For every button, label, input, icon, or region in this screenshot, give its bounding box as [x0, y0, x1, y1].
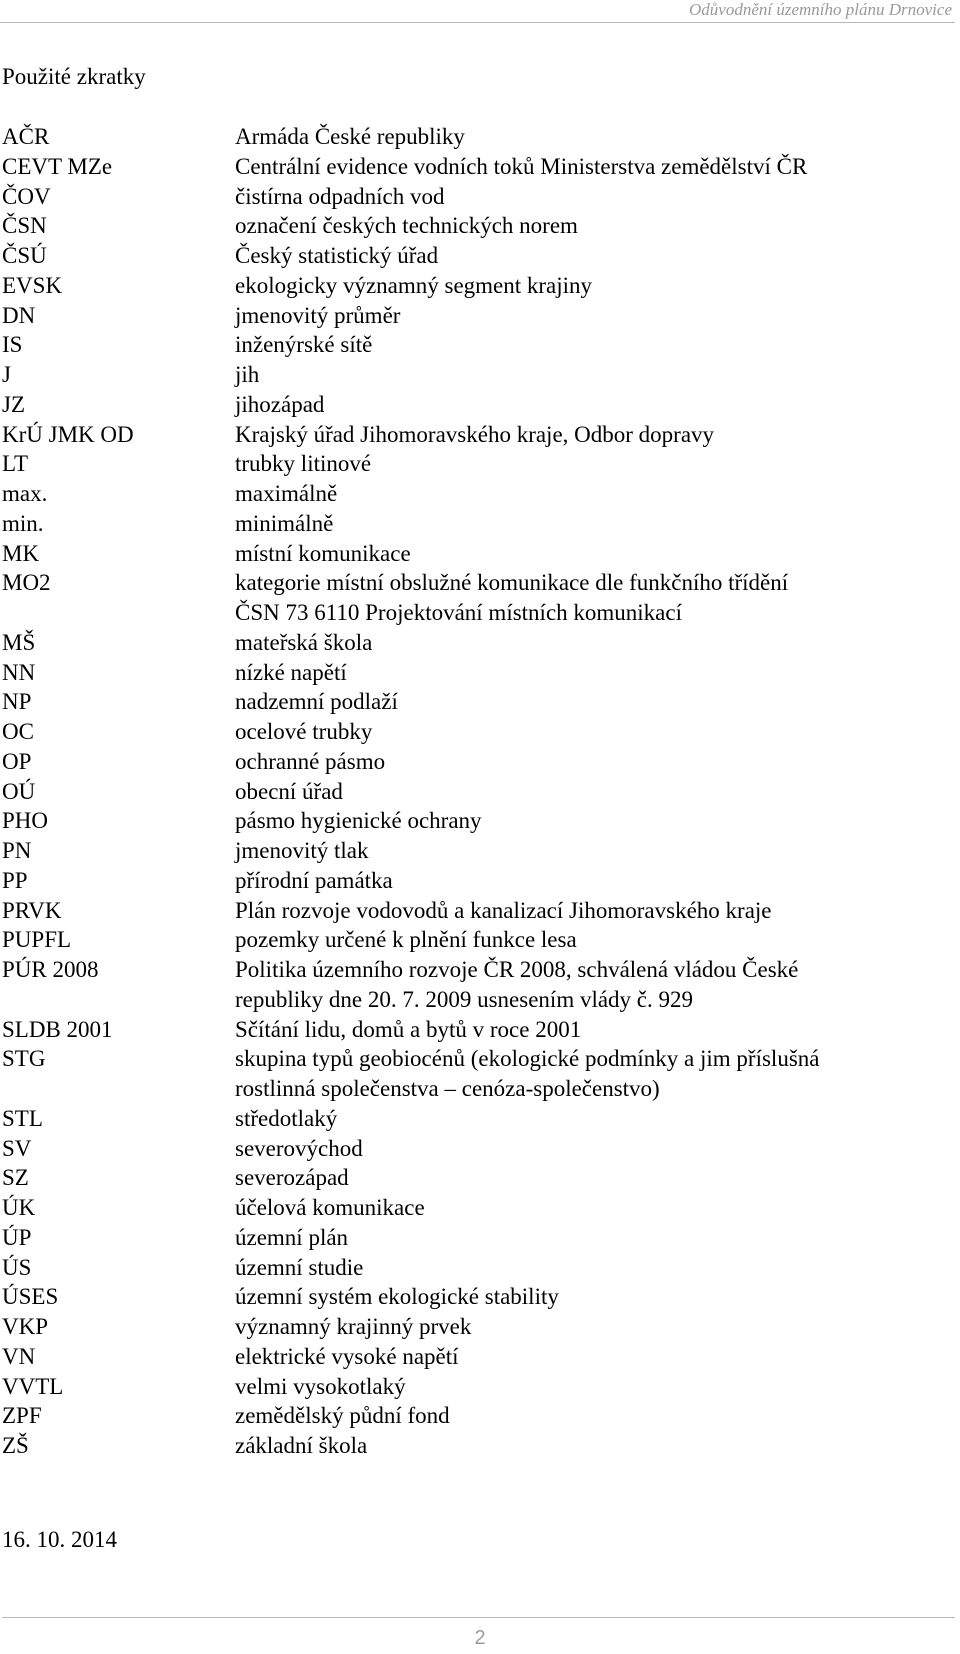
- abbreviation-term: ČSN: [2, 213, 47, 239]
- abbreviation-row: [2, 1312, 932, 1342]
- abbreviation-term: EVSK: [2, 272, 63, 298]
- abbreviation-definition: Krajský úřad Jihomoravského kraje, Odbor dopravy: [235, 421, 715, 447]
- abbreviation-term: min.: [2, 510, 44, 536]
- abbreviation-definition: jih: [235, 362, 260, 387]
- abbreviation-definition: skupina typů geobiocénů (ekologické podmínky a jim příslušná rostlinná společenstva – cenóza-společenstvo): [235, 1046, 820, 1101]
- abbreviation-row: [2, 1401, 932, 1431]
- abbreviation-definition: účelová komunikace: [235, 1195, 425, 1220]
- abbreviation-definition: pozemky určené k plnění funkce lesa: [235, 927, 577, 953]
- running-header: Odůvodnění územního plánu Drnovice: [689, 0, 952, 19]
- abbreviation-row: [2, 1223, 932, 1253]
- abbreviation-definition: elektrické vysoké napětí: [235, 1343, 459, 1369]
- abbreviation-definition: mateřská škola: [235, 629, 373, 655]
- abbreviation-row: [2, 390, 932, 420]
- abbreviation-row: [2, 836, 932, 866]
- abbreviation-row: [2, 211, 932, 241]
- abbreviation-definition: Český statistický úřad: [235, 243, 439, 268]
- abbreviation-term: ZPF: [2, 1403, 42, 1429]
- abbreviation-definition: středotlaký: [235, 1105, 338, 1131]
- abbreviation-term: NN: [2, 659, 36, 685]
- abbreviation-definition: jmenovitý tlak: [235, 838, 369, 863]
- abbreviation-definition: velmi vysokotlaký: [235, 1373, 406, 1399]
- abbreviation-definition: Armáda České republiky: [235, 124, 465, 149]
- abbreviation-term: OP: [2, 748, 32, 774]
- abbreviation-definition: jihozápad: [235, 391, 325, 417]
- abbreviation-term: PRVK: [2, 897, 62, 923]
- abbreviation-row: [2, 122, 932, 152]
- abbreviation-row: [2, 806, 932, 836]
- abbreviation-row: [2, 330, 932, 360]
- abbreviation-definition: základní škola: [235, 1433, 368, 1458]
- abbreviation-term: MK: [2, 540, 40, 566]
- abbreviation-definition: ochranné pásmo: [235, 748, 386, 774]
- abbreviation-term: ZŠ: [2, 1433, 29, 1458]
- abbreviation-definition: přírodní památka: [235, 867, 393, 893]
- abbreviation-term: ÚK: [2, 1195, 36, 1220]
- abbreviation-row: [2, 925, 932, 955]
- abbreviation-definition: maximálně: [235, 481, 338, 506]
- abbreviation-term: PP: [2, 867, 28, 893]
- document-date: 16. 10. 2014: [2, 1527, 117, 1552]
- abbreviation-definition: severozápad: [235, 1165, 349, 1191]
- abbreviation-definition: nízké napětí: [235, 659, 347, 685]
- abbreviation-term: max.: [2, 481, 48, 506]
- abbreviation-definition: ekologicky významný segment krajiny: [235, 272, 593, 298]
- abbreviation-definition: čistírna odpadních vod: [235, 183, 445, 209]
- abbreviation-row: [2, 1342, 932, 1372]
- abbreviation-term: STL: [2, 1105, 43, 1131]
- abbreviation-term: J: [2, 362, 11, 387]
- abbreviation-term: IS: [2, 332, 23, 358]
- abbreviation-term: PHO: [2, 808, 49, 834]
- abbreviation-definition: trubky litinové: [235, 451, 372, 477]
- abbreviation-term: NP: [2, 689, 32, 715]
- abbreviation-row: [2, 866, 932, 896]
- abbreviation-term: ÚS: [2, 1254, 32, 1280]
- abbreviation-list: [2, 122, 932, 1461]
- abbreviation-term: KrÚ JMK OD: [2, 421, 134, 447]
- abbreviation-term: AČR: [2, 124, 50, 149]
- abbreviation-term: JZ: [2, 391, 25, 417]
- abbreviation-definition: pásmo hygienické ochrany: [235, 808, 482, 834]
- header-divider: [0, 22, 955, 23]
- abbreviation-term: PÚR 2008: [2, 957, 99, 982]
- abbreviation-definition: Politika územního rozvoje ČR 2008, schválená vládou České republiky dne 20. 7. 2009 usnesením vlády č. 929: [235, 957, 799, 1012]
- section-title: Použité zkratky: [2, 64, 146, 89]
- abbreviation-row: [2, 241, 932, 271]
- abbreviation-row: [2, 271, 932, 301]
- abbreviation-term: ÚSES: [2, 1284, 59, 1310]
- footer-divider: [2, 1617, 955, 1618]
- abbreviation-row: [2, 1015, 932, 1045]
- abbreviation-definition: územní plán: [235, 1224, 349, 1250]
- abbreviation-definition: významný krajinný prvek: [235, 1314, 472, 1339]
- abbreviation-definition: inženýrské sítě: [235, 332, 373, 358]
- abbreviation-row: [2, 449, 932, 479]
- abbreviation-row: [2, 687, 932, 717]
- abbreviation-row: [2, 1431, 932, 1461]
- abbreviation-definition: územní systém ekologické stability: [235, 1284, 559, 1310]
- abbreviation-definition: Centrální evidence vodních toků Ministerstva zemědělství ČR: [235, 153, 808, 179]
- abbreviation-row: [2, 1044, 932, 1104]
- abbreviation-row: [2, 301, 932, 331]
- abbreviation-row: [2, 1104, 932, 1134]
- abbreviation-definition: nadzemní podlaží: [235, 689, 398, 715]
- abbreviation-row: [2, 360, 932, 390]
- abbreviation-definition: ocelové trubky: [235, 719, 373, 744]
- abbreviation-definition: jmenovitý průměr: [235, 302, 401, 328]
- abbreviation-row: [2, 628, 932, 658]
- abbreviation-row: [2, 1372, 932, 1402]
- abbreviation-row: [2, 182, 932, 212]
- abbreviation-row: [2, 509, 932, 539]
- abbreviation-row: [2, 1253, 932, 1283]
- abbreviation-term: PN: [2, 838, 32, 863]
- abbreviation-term: ÚP: [2, 1224, 32, 1250]
- abbreviation-row: [2, 479, 932, 509]
- abbreviation-term: OÚ: [2, 778, 36, 804]
- abbreviation-definition: místní komunikace: [235, 540, 411, 566]
- abbreviation-row: [2, 955, 932, 1015]
- abbreviation-term: VN: [2, 1343, 36, 1369]
- abbreviation-definition: Sčítání lidu, domů a bytů v roce 2001: [235, 1016, 582, 1042]
- abbreviation-definition: severovýchod: [235, 1135, 363, 1161]
- page-number: 2: [474, 1627, 486, 1649]
- abbreviation-row: [2, 1163, 932, 1193]
- abbreviation-term: CEVT MZe: [2, 153, 113, 179]
- abbreviation-term: SLDB 2001: [2, 1016, 113, 1042]
- abbreviation-term: PUPFL: [2, 927, 72, 953]
- abbreviation-definition: územní studie: [235, 1254, 364, 1280]
- abbreviation-row: [2, 717, 932, 747]
- abbreviation-term: ČSÚ: [2, 243, 47, 268]
- abbreviation-term: ČOV: [2, 183, 51, 209]
- abbreviation-term: SZ: [2, 1165, 29, 1191]
- abbreviation-term: DN: [2, 302, 36, 328]
- abbreviation-definition: zemědělský půdní fond: [235, 1403, 450, 1429]
- abbreviation-term: VKP: [2, 1314, 49, 1339]
- abbreviation-definition: Plán rozvoje vodovodů a kanalizací Jihomoravského kraje: [235, 897, 772, 923]
- abbreviation-row: [2, 152, 932, 182]
- abbreviation-term: STG: [2, 1046, 46, 1072]
- abbreviation-term: MO2: [2, 570, 51, 596]
- abbreviation-definition: označení českých technických norem: [235, 213, 578, 239]
- abbreviation-row: [2, 539, 932, 569]
- abbreviation-row: [2, 1193, 932, 1223]
- abbreviation-row: [2, 658, 932, 688]
- abbreviation-term: SV: [2, 1135, 32, 1161]
- abbreviation-row: [2, 568, 932, 628]
- abbreviation-row: [2, 1282, 932, 1312]
- abbreviation-row: [2, 777, 932, 807]
- abbreviation-term: MŠ: [2, 629, 36, 655]
- abbreviation-row: [2, 747, 932, 777]
- abbreviation-term: LT: [2, 451, 28, 477]
- abbreviation-row: [2, 420, 932, 450]
- abbreviation-row: [2, 1134, 932, 1164]
- abbreviation-definition: kategorie místní obslužné komunikace dle funkčního třídění ČSN 73 6110 Projektování místních komunikací: [235, 570, 789, 625]
- abbreviation-term: OC: [2, 719, 34, 744]
- abbreviation-term: VVTL: [2, 1373, 64, 1399]
- abbreviation-definition: obecní úřad: [235, 778, 343, 804]
- abbreviation-definition: minimálně: [235, 510, 334, 536]
- abbreviation-row: [2, 896, 932, 926]
